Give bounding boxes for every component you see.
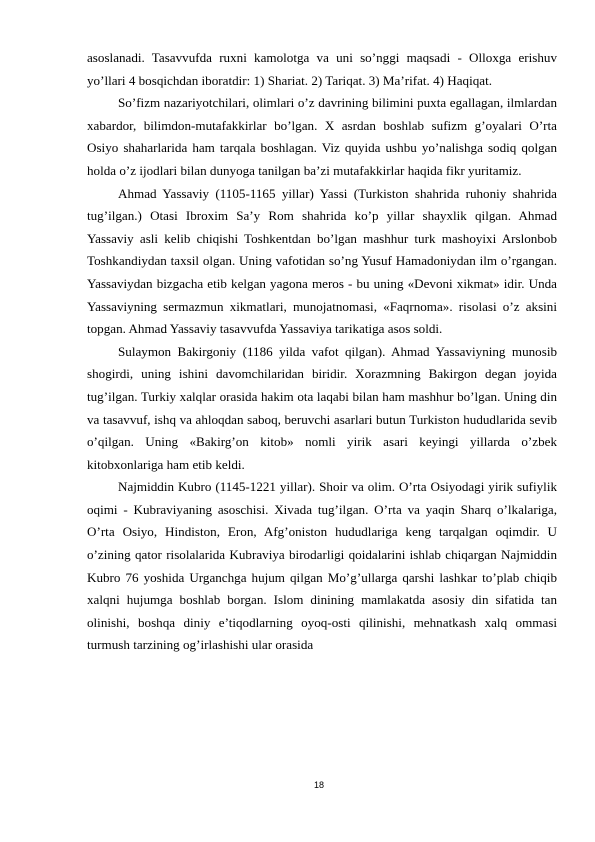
paragraph-ahmad-yassaviy: Ahmad Yassaviy (1105-1165 yillar) Yassi (Turkiston shahrida ruhoniy shahrida tug’ilgan.) Otasi Ibroxim Sa’y Rom shahrida ko’p yillar shayxlik qilgan. Ahmad Yassaviy asli kelib chiqishi Toshkentdan bo’lgan mashhur turk mashoyixi Arslonbob Toshkandiydan taxsil olgan. Uning vafotidan so’ng Yusuf Hamadoniydan ilm o’rgangan. Yassaviydan bizgacha etib kelgan yagona meros - bu uning «Devoni xikmat» idir. Unda Yassaviyning sermazmun xikmatlari, munojatnomasi, «Faqrnoma». risolasi o’z aksini topgan. Ahmad Yassaviy tasavvufda Yassaviya tarikatiga asos soldi. [87, 185, 557, 337]
paragraph-intro-continuation: asoslanadi. Tasavvufda ruxni kamolotga va uni so’nggi maqsadi - Olloxga erishuv yo’llari 4 bosqichdan iboratdir: 1) Shariat. 2) Tariqat. 3) Ma’rifat. 4) Haqiqat. [87, 50, 557, 88]
paragraph-najmiddin-kubro: Najmiddin Kubro (1145-1221 yillar). Shoir va olim. O’rta Osiyodagi yirik sufiylik oqimi - Kubraviyaning asoschisi. Xivada tug’ilgan. O’rta va yaqin Sharq o’lkalariga, O’rta Osiyo, Hindiston, Eron, Afg’oniston hududlariga keng tarqalgan oqimdir. U o’zining qator risolalarida Kubraviya birodarligi qoidalarini ishlab chiqargan Najmiddin Kubro 76 yoshida Urganchga hujum qilgan Mo’g’ullarga qarshi lashkar to’plab chiqib xalqni hujumga boshlab borgan. Islom dinining mamlakatda asosiy din sifatida tan olinishi, boshqa diniy e’tiqodlarning oyoq-osti qilinishi, mehnatkash xalq ommasi turmush tarzining og’irlashishi ular orasida [87, 479, 557, 653]
paragraph-sulaymon-bakirgoniy: Sulaymon Bakirgoniy (1186 yilda vafot qilgan). Ahmad Yassaviyning munosib shogirdi, uning ishini davomchilaridan biridir. Xorazmning Bakirgon degan joyida tug’ilgan. Turkiy xalqlar orasida hakim ota laqabi bilan ham mashhur bo’lgan. Uning din va tasavvuf, ishq va ahloqdan saboq, beruvchi asarlari butun Turkiston hududlarida sevib o’qilgan. Uning «Bakirg’on kitob» nomli yirik asari keyingi yillarda o’zbek kitobxonlariga ham etib keldi. [87, 343, 557, 472]
paragraph-sufism-theorists: So’fizm nazariyotchilari, olimlari o’z davrining bilimini puxta egallagan, ilmlardan xabardor, bilimdon-mutafakkirlar bo’lgan. X asrdan boshlab sufizm g’oyalari O’rta Osiyo shaharlarida ham tarqala boshlagan. Viz quyida ushbu yo’nalishga sodiq qolgan holda o’z ijodlari bilan dunyoga tanilgan ba’zi mutafakkirlar haqida fikr yuritamiz. [87, 95, 557, 178]
page-number: 18 [313, 780, 324, 790]
page-body [87, 47, 557, 657]
